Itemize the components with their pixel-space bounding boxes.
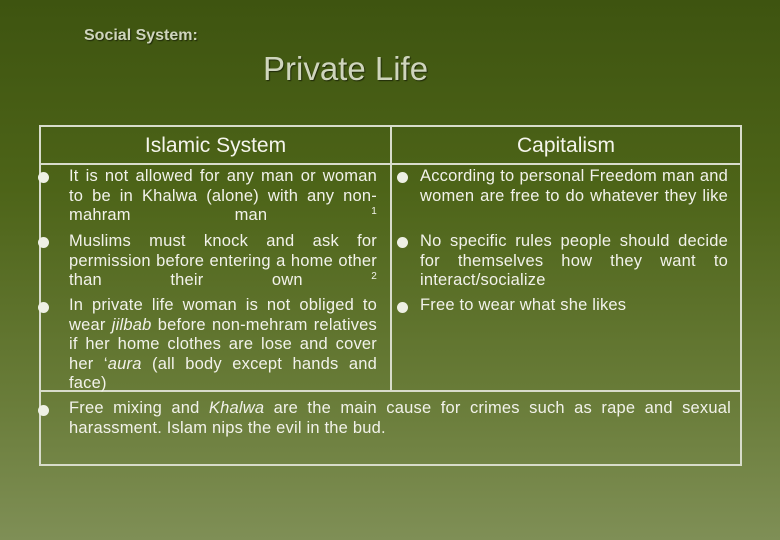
list-item-emphasis: jilbab	[111, 315, 152, 334]
header-capitalism: Capitalism	[516, 134, 616, 157]
list-item-text: Muslims must knock and ask for permission before entering a home other than their own	[69, 232, 377, 289]
header-islamic-system: Islamic System	[144, 134, 287, 157]
section-label: Social System:	[84, 27, 198, 44]
comparison-table	[39, 125, 742, 466]
list-item	[69, 399, 731, 438]
bullet-icon	[397, 302, 408, 313]
header-divider	[41, 163, 740, 165]
list-item-text: It is not allowed for any man or woman to be in Khalwa (alone) with any non-mahram man	[69, 167, 377, 224]
column-divider	[390, 127, 392, 392]
list-item-text: (all body except hands and face)	[69, 354, 377, 392]
bullet-icon	[397, 172, 408, 183]
list-item	[420, 167, 728, 226]
list-item-text: before non-mehram relatives if her home clothes are lose and cover her ‘	[69, 315, 377, 373]
bullet-icon	[38, 172, 49, 183]
list-item-text: No specific rules people should decide for themselves how they want to interact/socialize	[420, 232, 728, 289]
list-item-text: According to personal Freedom man and women are free to do whatever they like	[420, 167, 728, 205]
list-item	[420, 296, 728, 316]
list-item-emphasis: aura	[107, 354, 142, 373]
footnote-marker: 1	[371, 206, 377, 217]
list-item-text: Free mixing and	[69, 399, 209, 417]
list-item-text: In private life woman is not obliged to wear	[69, 296, 377, 334]
footnote-marker: 2	[371, 271, 377, 282]
page-title: Private Life	[263, 50, 429, 87]
list-item-text: are the main cause for crimes such as rape and sexual harassment. Islam nips the evil in the bud.	[69, 399, 731, 437]
bullet-icon	[38, 405, 49, 416]
bullet-icon	[38, 237, 49, 248]
bullet-icon	[38, 302, 49, 313]
list-item-emphasis: Khalwa	[208, 399, 265, 417]
list-item-text: Free to wear what she likes	[420, 296, 627, 314]
bullet-icon	[397, 237, 408, 248]
list-item	[69, 296, 377, 394]
